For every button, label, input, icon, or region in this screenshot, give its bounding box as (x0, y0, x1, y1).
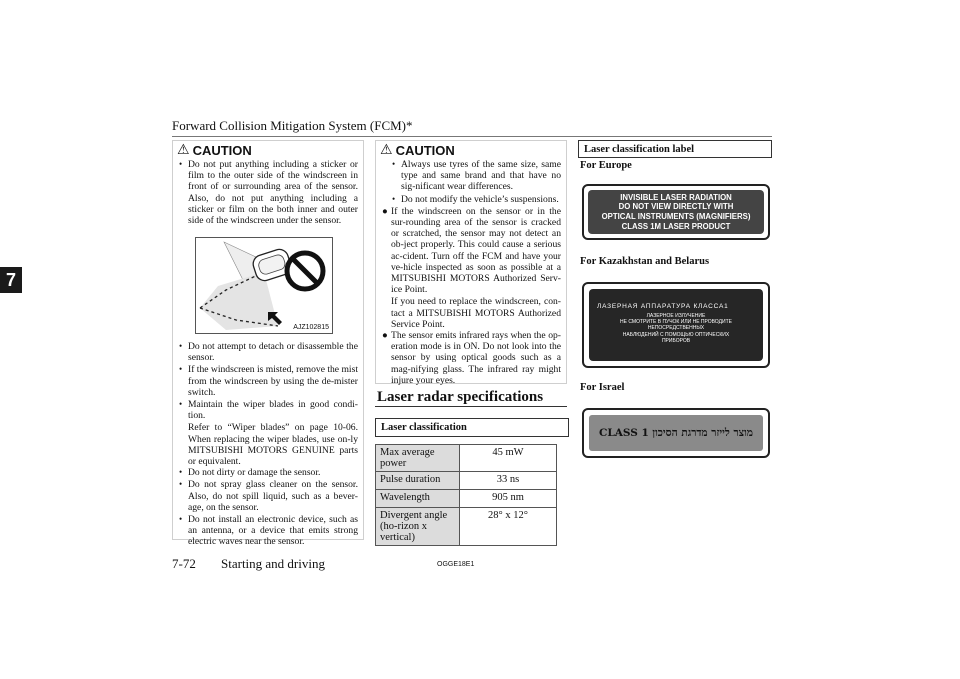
israel-label-text: CLASS 1 מוצר לייזר מדרגת הסיכון (598, 427, 754, 439)
label-line: ЛАЗЕРНОЕ ИЗЛУЧЕНИЕ (646, 313, 706, 319)
label-line: НАБЛЮДЕНИЙ С ПОМОЩЬЮ ОПТИЧЕСКИХ (622, 331, 730, 338)
caution-item: • Do not install an electronic device, such as an antenna, or a device that emits strong electric waves near the sensor. (179, 514, 358, 548)
kazakhstan-label-card (582, 282, 770, 368)
page-number: 7-72 (172, 556, 196, 571)
windscreen-note: If you need to replace the windscreen, con-tact a MITSUBISHI MOTORS Authorized Service Point. (391, 296, 561, 330)
warning-triangle-icon: ⚠ (380, 142, 393, 158)
region-kazakhstan: For Kazakhstan and Belarus (580, 256, 710, 267)
spec-label: Divergent angle (ho-rizon x vertical) (376, 508, 460, 546)
footer-code: OGGE18E1 (437, 561, 475, 568)
bullet-icon: ● (382, 205, 388, 217)
spec-value: 33 ns (460, 472, 557, 490)
label-line: DO NOT VIEW DIRECTLY WITH (618, 202, 734, 212)
section-title: Laser radar specifications (377, 389, 544, 405)
israel-label-card (582, 408, 770, 458)
caution-sub-item: • Do not modify the vehicle’s suspensions. (392, 193, 559, 205)
caution-header (376, 141, 566, 159)
kazakhstan-label-inner (589, 289, 763, 361)
laser-label-heading: Laser classification label (578, 140, 772, 158)
label-line: OPTICAL INSTRUMENTS (MAGNIFIERS) (601, 212, 751, 221)
warning-triangle-icon: ⚠ (177, 142, 190, 158)
caution-item: ● The sensor emits infrared rays when the op-eration mode is in ON. Do not look into the sensor by using optical goods such as a mag-nifying glass. The infrared ray might injure your eyes. (382, 330, 561, 386)
label-line: НЕ СМОТРИТЕ В ПУЧОК ИЛИ НЕ ПРОВОДИТЕ (620, 319, 732, 326)
bullet-icon: ● (382, 330, 388, 342)
sensor-figure (195, 237, 333, 334)
label-line: INVISIBLE LASER RADIATION (620, 192, 732, 202)
label-title: ЛАЗЕРНАЯ АППАРАТУРА КЛАССА1 (597, 303, 729, 310)
spec-value: 28° x 12° (460, 508, 557, 546)
caution-item: • Do not put anything including a sticker or film to the outer side of the windscreen in front of or surrounding area of the sensor. Also, do not put anything including a sticker or film on the both inner and outer side of the windscreen under the sensor. (179, 159, 358, 227)
caution-label: CAUTION (192, 142, 252, 158)
table-row (376, 445, 557, 472)
laser-spec-table (375, 444, 557, 546)
region-israel: For Israel (580, 382, 625, 393)
caution-label: CAUTION (395, 142, 455, 158)
europe-label-inner (588, 190, 764, 234)
section-divider (375, 406, 567, 407)
running-header: Forward Collision Mitigation System (FCM)* (172, 118, 413, 133)
caution-item: ● If the windscreen on the sensor or in the sur-rounding area of the sensor is cracked or scratched, the sensor may not detect an ob-ject properly. This could cause a serious ac-cident. Turn off the FCM and have your ve-hicle inspected as soon as possible at a MITSUBISHI MOTORS Authorized Serv-ice Point. (382, 205, 561, 296)
caution-item: • Maintain the wiper blades in good condi-tion. (179, 399, 358, 422)
label-line: CLASS 1M LASER PRODUCT (621, 221, 731, 231)
wiper-reference-note: Refer to “Wiper blades” on page 10-06. When replacing the wiper blades, use on-ly MITSUBISHI MOTORS GENUINE parts or equivalent. (188, 422, 358, 468)
table-row (376, 508, 557, 546)
spec-label: Pulse duration (376, 472, 460, 490)
spec-value: 905 nm (460, 490, 557, 508)
caution-sub-item: • Always use tyres of the same size, same type and same brand and that have no sig-nificant wear differences. (392, 159, 561, 193)
sensor-illustration (196, 238, 332, 333)
caution-header (173, 141, 363, 159)
caution-item: • Do not attempt to detach or disassemble the sensor. (179, 341, 358, 364)
label-line: ПРИБОРОВ (661, 337, 691, 344)
figure-code: AJZ102815 (293, 324, 329, 331)
spec-label: Max average power (376, 445, 460, 472)
caution-item: • Do not dirty or damage the sensor. (179, 467, 321, 479)
caution-item: • If the windscreen is misted, remove the mist from the windscreen by using the de-mister switch. (179, 364, 358, 398)
table-row (376, 472, 557, 490)
israel-label-inner (589, 415, 763, 451)
europe-label-card (582, 184, 770, 240)
caution-item: • Do not spray glass cleaner on the sensor. Also, do not spill liquid, such as a bever-age, on the sensor. (179, 479, 358, 513)
table-row (376, 490, 557, 508)
header-divider (172, 136, 772, 137)
footer-section: Starting and driving (221, 556, 325, 571)
region-europe: For Europe (580, 160, 632, 171)
spec-label: Wavelength (376, 490, 460, 508)
label-line: НЕПОСРЕДСТВЕННЫХ (647, 325, 705, 332)
chapter-tab: 7 (0, 267, 22, 293)
laser-classification-heading: Laser classification (375, 418, 569, 437)
spec-value: 45 mW (460, 445, 557, 472)
caution-box-middle (375, 140, 567, 384)
caution-box-left (172, 140, 364, 548)
